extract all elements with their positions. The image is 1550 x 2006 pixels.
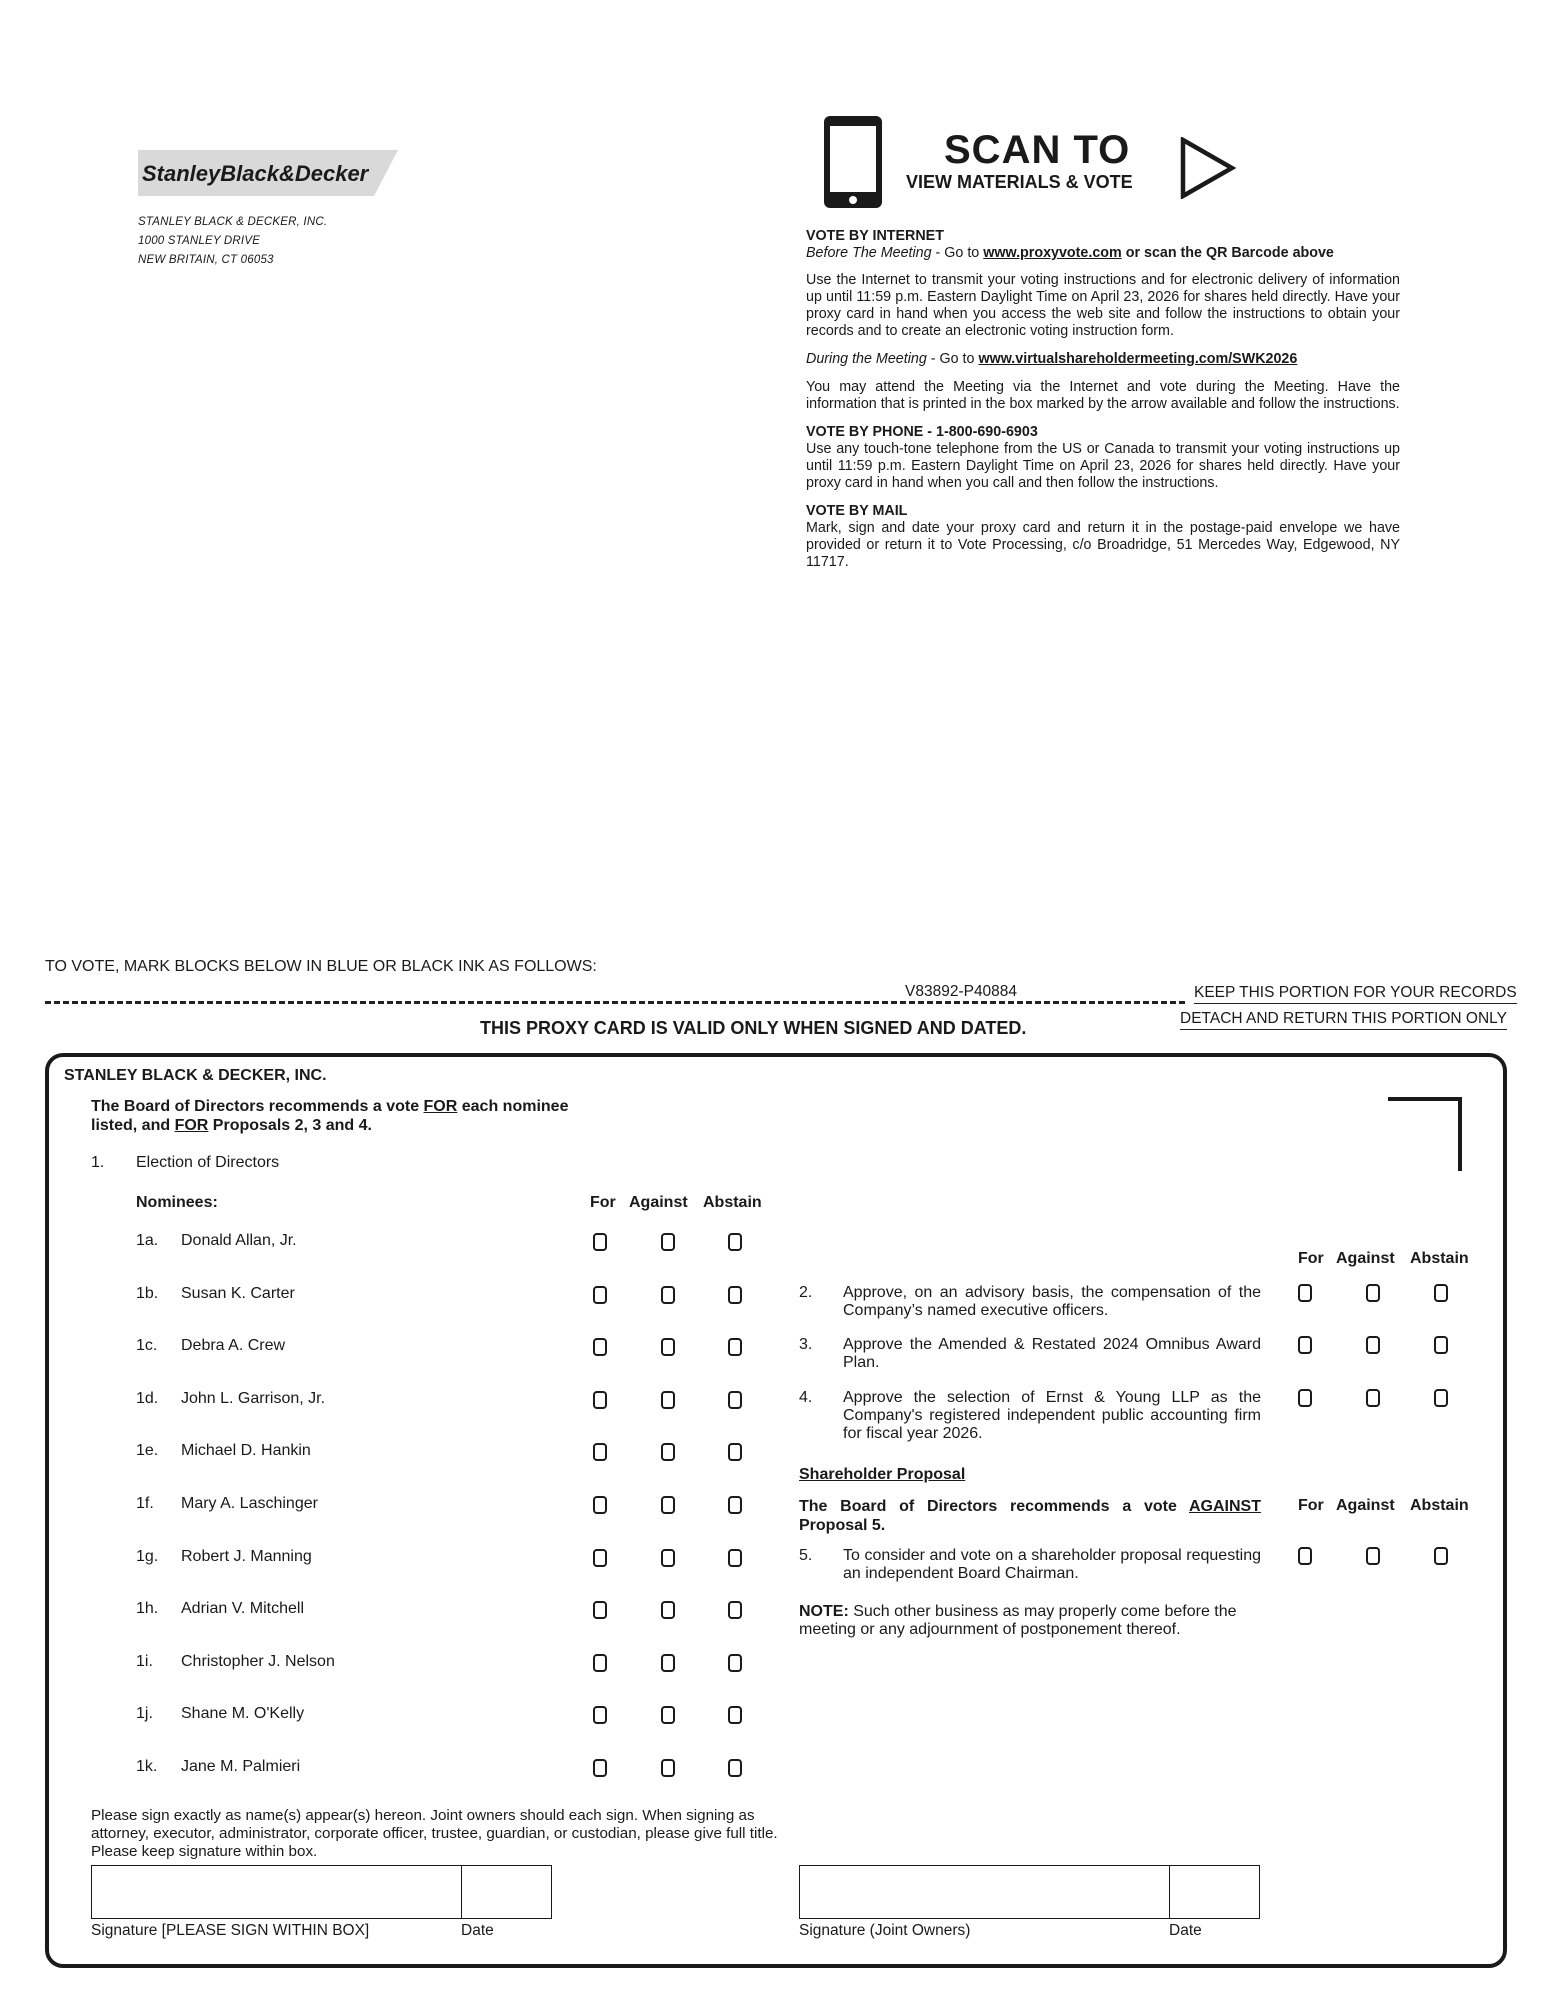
signature-date-box[interactable]: [461, 1865, 552, 1919]
nominee-for-checkbox[interactable]: [593, 1443, 607, 1461]
nominee-abstain-checkbox[interactable]: [728, 1496, 742, 1514]
board-against-recommendation: The Board of Directors recommends a vote AGAINST Proposal 5.: [799, 1498, 1261, 1534]
nominee-name: Mary A. Laschinger: [181, 1495, 318, 1512]
joint-date-label: Date: [1169, 1922, 1202, 1939]
nominee-abstain-checkbox[interactable]: [728, 1338, 742, 1356]
nominee-against-checkbox[interactable]: [661, 1286, 675, 1304]
nominee-for-checkbox[interactable]: [593, 1233, 607, 1251]
scan-title: SCAN TO: [944, 128, 1131, 172]
during-meeting-line: During the Meeting - Go to www.virtualshareholdermeeting.com/SWK2026: [806, 351, 1298, 367]
scan-subtitle: VIEW MATERIALS & VOTE: [906, 172, 1133, 192]
address-line: NEW BRITAIN, CT 06053: [138, 254, 274, 266]
proposal-abstain-checkbox[interactable]: [1434, 1284, 1448, 1302]
proposal-text: Approve the selection of Ernst & Young LLP as the Company's registered independent public accounting firm for fiscal year 2026.: [843, 1389, 1261, 1442]
nominee-id: 1k.: [136, 1758, 158, 1775]
before-meeting-line: Before The Meeting - Go to www.proxyvote.com or scan the QR Barcode above: [806, 245, 1334, 261]
vote-internet-section: [806, 228, 1400, 571]
nominee-name: Shane M. O'Kelly: [181, 1705, 305, 1723]
col-for-header: For: [590, 1194, 616, 1211]
vote-internet-body: Use the Internet to transmit your voting instructions and for electronic delivery of information up until 11:59 p.m. Eastern Daylight Time on April 23, 2026 for shares held directly. Have your proxy card in hand when you access the web site and follow the instructions to obtain your records and to create an electronic voting instruction form.: [806, 272, 1400, 339]
nominee-id: 1e.: [136, 1442, 159, 1460]
date-label: Date: [461, 1922, 494, 1939]
keep-portion-label: KEEP THIS PORTION FOR YOUR RECORDS: [1194, 984, 1517, 1004]
nominees-label: Nominees:: [136, 1194, 218, 1211]
nominee-name: Donald Allan, Jr.: [181, 1232, 297, 1249]
shareholder-proposal-heading: Shareholder Proposal: [799, 1466, 966, 1483]
proposal-against-checkbox[interactable]: [1366, 1336, 1380, 1354]
nominee-for-checkbox[interactable]: [593, 1601, 607, 1619]
nominee-for-checkbox[interactable]: [593, 1286, 607, 1304]
vote-internet-heading: VOTE BY INTERNET: [806, 228, 944, 244]
vote-mail-body: Mark, sign and date your proxy card and return it in the postage-paid envelope we have provided or return it to Vote Processing, c/o Broadridge, 51 Mercedes Way, Edgewood, NY 11717.: [806, 520, 1400, 570]
logo-text: StanleyBlack&Decker: [142, 161, 369, 186]
proposal5-number: 5.: [799, 1547, 813, 1564]
proposal-abstain-checkbox[interactable]: [1434, 1336, 1448, 1354]
nominee-id: 1c.: [136, 1337, 158, 1355]
nominee-abstain-checkbox[interactable]: [728, 1233, 742, 1251]
company-logo: [138, 150, 398, 196]
nominee-id: 1g.: [136, 1547, 159, 1565]
item1-label: Election of Directors: [136, 1154, 280, 1171]
proposal-number: 2.: [799, 1284, 813, 1301]
nominee-for-checkbox[interactable]: [593, 1759, 607, 1777]
signature-label: Signature [PLEASE SIGN WITHIN BOX]: [91, 1922, 370, 1939]
nominee-id: 1h.: [136, 1600, 159, 1618]
col-against-header: Against: [1336, 1250, 1395, 1267]
nominee-name: Adrian V. Mitchell: [181, 1600, 305, 1618]
nominee-name: John L. Garrison, Jr.: [181, 1389, 326, 1407]
nominee-for-checkbox[interactable]: [593, 1706, 607, 1724]
proposal-number: 3.: [799, 1336, 813, 1353]
proposal-for-checkbox[interactable]: [1298, 1389, 1312, 1407]
detach-line: [45, 1001, 1185, 1004]
card-company-name: STANLEY BLACK & DECKER, INC.: [64, 1067, 327, 1084]
nominee-against-checkbox[interactable]: [661, 1549, 675, 1567]
mark-instructions: TO VOTE, MARK BLOCKS BELOW IN BLUE OR BLACK INK AS FOLLOWS:: [45, 958, 597, 975]
nominee-for-checkbox[interactable]: [593, 1391, 607, 1409]
nominee-against-checkbox[interactable]: [661, 1391, 675, 1409]
nominee-abstain-checkbox[interactable]: [728, 1706, 742, 1724]
col-abstain-header: Abstain: [703, 1194, 762, 1211]
smartphone-icon: [822, 114, 884, 210]
proxyvote-link[interactable]: www.proxyvote.com: [983, 245, 1122, 261]
joint-signature-label: Signature (Joint Owners): [799, 1922, 971, 1939]
proposal5-against-checkbox[interactable]: [1366, 1547, 1380, 1565]
nominee-name: Michael D. Hankin: [181, 1442, 311, 1460]
proposal5-text: To consider and vote on a shareholder proposal requesting an independent Board Chairman.: [843, 1547, 1261, 1582]
vote-mail-heading: VOTE BY MAIL: [806, 503, 908, 519]
vote-phone-heading: VOTE BY PHONE - 1-800-690-6903: [806, 424, 1038, 440]
nominee-name: Susan K. Carter: [181, 1284, 295, 1302]
nominee-against-checkbox[interactable]: [661, 1443, 675, 1461]
during-meeting-body: You may attend the Meeting via the Internet and vote during the Meeting. Have the information that is printed in the box marked by the arrow available and follow the instructions.: [806, 379, 1400, 412]
nominee-abstain-checkbox[interactable]: [728, 1443, 742, 1461]
nominee-against-checkbox[interactable]: [661, 1601, 675, 1619]
joint-signature-box[interactable]: [799, 1865, 1170, 1919]
nominee-name: Christopher J. Nelson: [181, 1652, 335, 1670]
proposal-text: Approve the Amended & Restated 2024 Omnibus Award Plan.: [843, 1336, 1261, 1371]
nominee-id: 1a.: [136, 1232, 159, 1249]
during-label: During the Meeting: [806, 351, 927, 367]
col-abstain-header: Abstain: [1410, 1497, 1469, 1514]
proposal5-for-checkbox[interactable]: [1298, 1547, 1312, 1565]
col-abstain-header: Abstain: [1410, 1250, 1469, 1267]
nominee-abstain-checkbox[interactable]: [728, 1759, 742, 1777]
nominee-against-checkbox[interactable]: [661, 1654, 675, 1672]
play-arrow-icon: [1180, 137, 1236, 199]
control-number: V83892-P40884: [905, 983, 1018, 1000]
signature-box[interactable]: [91, 1865, 462, 1919]
nominee-against-checkbox[interactable]: [661, 1338, 675, 1356]
nominee-id: 1j.: [136, 1705, 153, 1723]
note-text: NOTE: Such other business as may properly come before the meeting or any adjournment of postponement thereof.: [799, 1603, 1237, 1638]
proposal5-abstain-checkbox[interactable]: [1434, 1547, 1448, 1565]
signature-instructions: Please sign exactly as name(s) appear(s) hereon. Joint owners should each sign. When signing as attorney, executor, administrator, corporate officer, trustee, guardian, or custodian, please give full title. Please keep signature within box.: [91, 1807, 778, 1860]
nominee-id: 1b.: [136, 1284, 159, 1302]
col-for-header: For: [1298, 1250, 1324, 1267]
proposal-for-checkbox[interactable]: [1298, 1336, 1312, 1354]
vote-phone-body: Use any touch-tone telephone from the US or Canada to transmit your voting instructions up until 11:59 p.m. Eastern Daylight Time on April 23, 2026 for shares held directly. Have your proxy card in hand when you call and then follow the instructions.: [806, 441, 1400, 491]
proposal-against-checkbox[interactable]: [1366, 1389, 1380, 1407]
nominee-abstain-checkbox[interactable]: [728, 1601, 742, 1619]
col-for-header: For: [1298, 1497, 1324, 1514]
proposal-abstain-checkbox[interactable]: [1434, 1389, 1448, 1407]
address-line: STANLEY BLACK & DECKER, INC.: [138, 216, 328, 228]
nominee-against-checkbox[interactable]: [661, 1759, 675, 1777]
address-line: 1000 STANLEY DRIVE: [138, 235, 261, 247]
nominee-abstain-checkbox[interactable]: [728, 1549, 742, 1567]
nominee-against-checkbox[interactable]: [661, 1496, 675, 1514]
nominee-abstain-checkbox[interactable]: [728, 1286, 742, 1304]
nominee-name: Robert J. Manning: [181, 1547, 312, 1565]
col-against-header: Against: [1336, 1497, 1395, 1514]
proposal-text: Approve, on an advisory basis, the compensation of the Company’s named executive officers.: [843, 1284, 1261, 1319]
nominee-for-checkbox[interactable]: [593, 1496, 607, 1514]
corner-mark: [1388, 1097, 1462, 1171]
nominee-abstain-checkbox[interactable]: [728, 1654, 742, 1672]
before-label: Before The Meeting: [806, 245, 932, 261]
nominee-abstain-checkbox[interactable]: [728, 1391, 742, 1409]
nominee-for-checkbox[interactable]: [593, 1654, 607, 1672]
proposal-against-checkbox[interactable]: [1366, 1284, 1380, 1302]
nominee-for-checkbox[interactable]: [593, 1338, 607, 1356]
nominee-id: 1i.: [136, 1652, 153, 1670]
nominee-against-checkbox[interactable]: [661, 1233, 675, 1251]
nominee-against-checkbox[interactable]: [661, 1706, 675, 1724]
col-against-header: Against: [629, 1194, 688, 1211]
nominee-name: Debra A. Crew: [181, 1337, 286, 1355]
validity-notice: THIS PROXY CARD IS VALID ONLY WHEN SIGNED AND DATED.: [480, 1018, 1027, 1038]
board-recommendation: The Board of Directors recommends a vote FOR each nominee listed, and FOR Proposals 2, 3 and 4.: [91, 1098, 569, 1134]
item1-number: 1.: [91, 1154, 105, 1171]
nominee-id: 1f.: [136, 1495, 154, 1512]
virtual-meeting-link[interactable]: www.virtualshareholdermeeting.com/SWK2026: [978, 351, 1298, 367]
detach-portion-label: DETACH AND RETURN THIS PORTION ONLY: [1180, 1010, 1507, 1030]
nominee-id: 1d.: [136, 1389, 159, 1407]
nominee-for-checkbox[interactable]: [593, 1549, 607, 1567]
proposal-number: 4.: [799, 1389, 813, 1406]
joint-date-box[interactable]: [1169, 1865, 1260, 1919]
nominee-name: Jane M. Palmieri: [181, 1758, 301, 1775]
proposal-for-checkbox[interactable]: [1298, 1284, 1312, 1302]
